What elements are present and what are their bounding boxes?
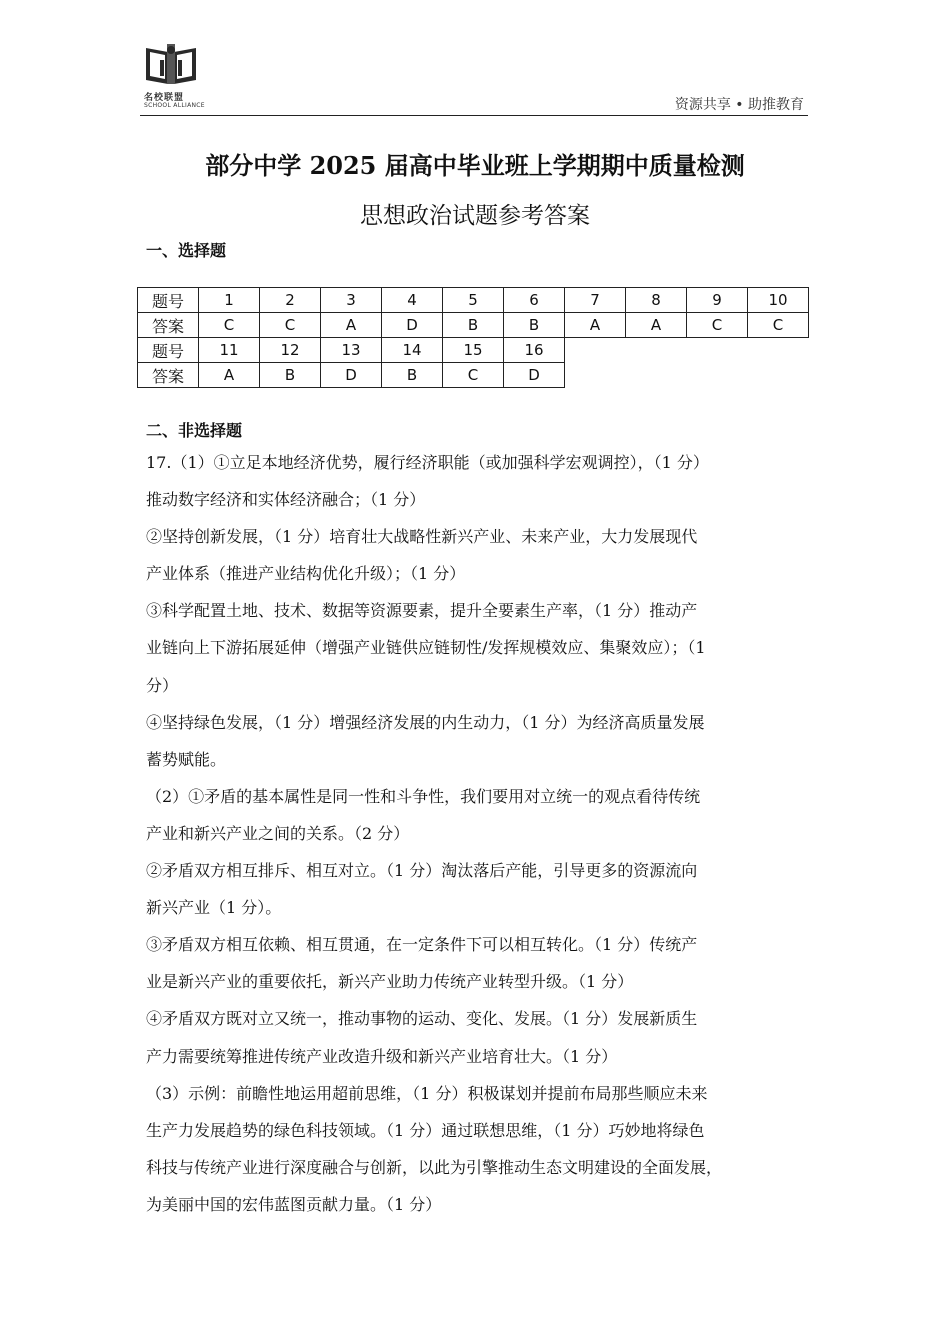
table-empty-cell xyxy=(687,363,748,388)
table-cell: C xyxy=(748,313,809,338)
document-subtitle: 思想政治试题参考答案 xyxy=(360,203,590,229)
table-cell: C xyxy=(687,313,748,338)
table-empty-cell xyxy=(626,338,687,363)
table-empty-cell xyxy=(748,338,809,363)
table-cell: D xyxy=(321,363,382,388)
table-cell: 14 xyxy=(382,338,443,363)
table-cell: 16 xyxy=(504,338,565,363)
answer-line: 业是新兴产业的重要依托，新兴产业助力传统产业转型升级。（1 分） xyxy=(146,972,634,992)
table-cell: 2 xyxy=(260,288,321,313)
answer-line: ③矛盾双方相互依赖、相互贯通，在一定条件下可以相互转化。（1 分）传统产 xyxy=(146,935,698,955)
table-cell: 12 xyxy=(260,338,321,363)
table-cell: 9 xyxy=(687,288,748,313)
table-cell: 5 xyxy=(443,288,504,313)
book-icon xyxy=(140,40,202,88)
answer-line: 产力需要统筹推进传统产业改造升级和新兴产业培育壮大。（1 分） xyxy=(146,1046,618,1066)
table-cell: B xyxy=(504,313,565,338)
answer-line: ③科学配置土地、技术、数据等资源要素，提升全要素生产率，（1 分）推动产 xyxy=(146,601,698,621)
table-cell: B xyxy=(260,363,321,388)
answer-line: 业链向上下游拓展延伸（增强产业链供应链韧性/发挥规模效应、集聚效应）；（1 xyxy=(146,638,706,658)
table-cell: 10 xyxy=(748,288,809,313)
header-divider xyxy=(140,115,808,116)
table-cell: 1 xyxy=(199,288,260,313)
table-cell: C xyxy=(260,313,321,338)
answer-line: ②坚持创新发展，（1 分）培育壮大战略性新兴产业、未来产业，大力发展现代 xyxy=(146,527,698,547)
answer-table xyxy=(137,287,809,388)
table-cell: B xyxy=(443,313,504,338)
answer-line: ②矛盾双方相互排斥、相互对立。（1 分）淘汰落后产能，引导更多的资源流向 xyxy=(146,861,698,881)
table-header-cell: 答案 xyxy=(138,363,199,388)
table-row xyxy=(138,363,809,388)
section-heading-nonchoice: 二、非选择题 xyxy=(146,421,243,440)
table-cell: B xyxy=(382,363,443,388)
table-cell: C xyxy=(443,363,504,388)
logo-text-en: SCHOOL ALLIANCE xyxy=(144,102,205,109)
answer-line: 新兴产业（1 分）。 xyxy=(146,898,282,918)
table-header-cell: 题号 xyxy=(138,338,199,363)
answer-body xyxy=(146,444,826,1223)
table-cell: A xyxy=(565,313,626,338)
table-cell: 7 xyxy=(565,288,626,313)
table-cell: D xyxy=(382,313,443,338)
header-tagline: 资源共享 • 助推教育 xyxy=(674,97,804,113)
answer-line: 产业体系（推进产业结构优化升级）；（1 分） xyxy=(146,564,466,584)
answer-line: ④坚持绿色发展，（1 分）增强经济发展的内生动力，（1 分）为经济高质量发展 xyxy=(146,712,705,732)
table-empty-cell xyxy=(626,363,687,388)
table-row xyxy=(138,313,809,338)
answer-line: （2）①矛盾的基本属性是同一性和斗争性，我们要用对立统一的观点看待传统 xyxy=(146,786,701,806)
table-cell: 15 xyxy=(443,338,504,363)
answer-line: 产业和新兴产业之间的关系。（2 分） xyxy=(146,823,410,843)
answer-line: 分） xyxy=(146,675,179,695)
answer-line: （3）示例：前瞻性地运用超前思维，（1 分）积极谋划并提前布局那些顺应未来 xyxy=(146,1083,708,1103)
table-cell: C xyxy=(199,313,260,338)
section-heading-choice: 一、选择题 xyxy=(146,241,227,260)
answer-line: ④矛盾双方既对立又统一，推动事物的运动、变化、发展。（1 分）发展新质生 xyxy=(146,1009,698,1029)
table-header-cell: 题号 xyxy=(138,288,199,313)
table-cell: 8 xyxy=(626,288,687,313)
table-cell: A xyxy=(321,313,382,338)
table-empty-cell xyxy=(565,338,626,363)
table-row xyxy=(138,338,809,363)
table-cell: A xyxy=(626,313,687,338)
document-title: 部分中学 2025 届高中毕业班上学期期中质量检测 xyxy=(205,151,745,180)
table-cell: 6 xyxy=(504,288,565,313)
answer-line: 推动数字经济和实体经济融合；（1 分） xyxy=(146,490,426,510)
answer-line: 蓄势赋能。 xyxy=(146,749,227,769)
table-cell: 11 xyxy=(199,338,260,363)
table-cell: A xyxy=(199,363,260,388)
table-empty-cell xyxy=(687,338,748,363)
table-cell: 3 xyxy=(321,288,382,313)
table-empty-cell xyxy=(748,363,809,388)
table-row xyxy=(138,288,809,313)
table-cell: D xyxy=(504,363,565,388)
school-alliance-logo xyxy=(140,40,210,114)
table-cell: 4 xyxy=(382,288,443,313)
table-header-cell: 答案 xyxy=(138,313,199,338)
answer-line: 为美丽中国的宏伟蓝图贡献力量。（1 分） xyxy=(146,1194,442,1214)
table-empty-cell xyxy=(565,363,626,388)
answer-line: 17.（1）①立足本地经济优势，履行经济职能（或加强科学宏观调控），（1 分） xyxy=(146,453,709,472)
answer-line: 科技与传统产业进行深度融合与创新，以此为引擎推动生态文明建设的全面发展， xyxy=(146,1157,723,1177)
answer-line: 生产力发展趋势的绿色科技领域。（1 分）通过联想思维，（1 分）巧妙地将绿色 xyxy=(146,1120,705,1140)
page-header xyxy=(140,40,808,118)
logo-text-cn: 名校联盟 xyxy=(144,93,185,103)
table-cell: 13 xyxy=(321,338,382,363)
